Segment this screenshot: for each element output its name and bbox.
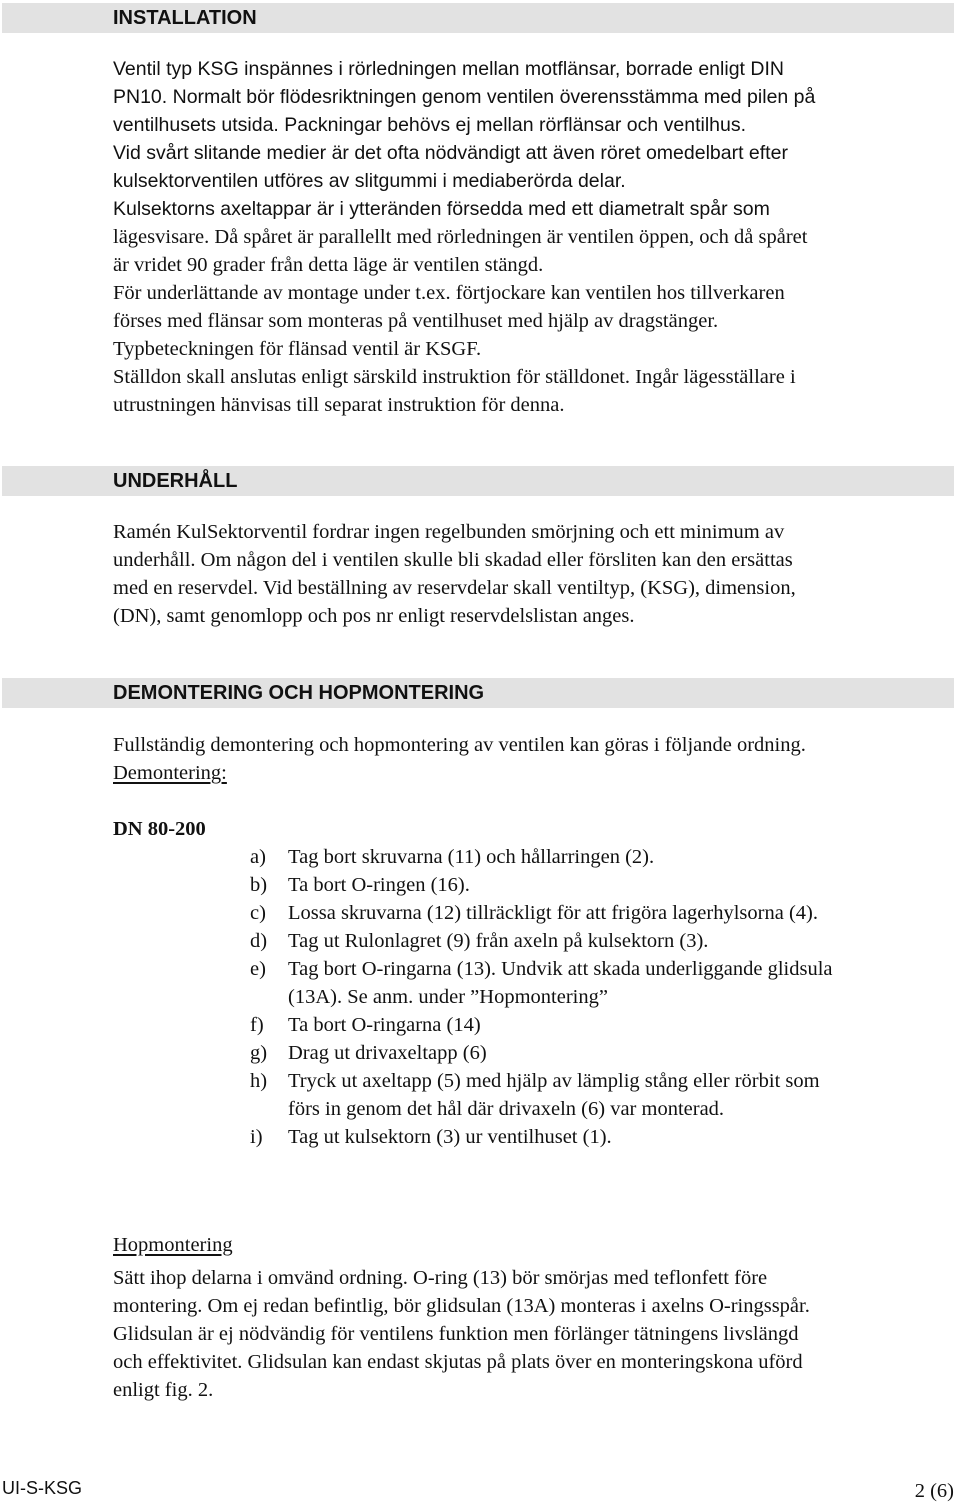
step-text: Tag ut Rulonlagret (9) från axeln på kulsektorn (3). <box>288 930 709 952</box>
text-line: ventilhusets utsida. Packningar behövs ej mellan rörflänsar och ventilhus. <box>113 114 747 136</box>
document-code: UI-S-KSG <box>2 1478 83 1498</box>
step-text-continued: (13A). Se anm. under ”Hopmontering” <box>288 986 608 1008</box>
demontering-steps <box>250 843 950 1151</box>
step-text: Tryck ut axeltapp (5) med hjälp av lämplig stång eller rörbit som <box>288 1070 820 1092</box>
text-line: underhåll. Om någon del i ventilen skulle bli skadad eller försliten kan den ersättas <box>113 549 793 571</box>
step-text: Tag ut kulsektorn (3) ur ventilhuset (1). <box>288 1126 612 1148</box>
text-line: Ställdon skall anslutas enligt särskild instruktion för ställdonet. Ingår lägesställare i <box>113 366 796 388</box>
text-line: Sätt ihop delarna i omvänd ordning. O-ring (13) bör smörjas med teflonfett före <box>113 1267 768 1289</box>
step-label: f) <box>250 1014 264 1036</box>
step-label: c) <box>250 902 266 924</box>
text-line: Glidsulan är ej nödvändig för ventilens funktion men förlänger tätningens livslängd <box>113 1323 799 1345</box>
text-line: Kulsektorns axeltappar är i ytteränden försedda med ett diametralt spår som <box>113 198 770 220</box>
text-line: Ventil typ KSG inspännes i rörledningen mellan motflänsar, borrade enligt DIN <box>113 58 784 80</box>
text-line: För underlättande av montage under t.ex. förtjockare kan ventilen hos tillverkaren <box>113 282 785 304</box>
text-line: Typbeteckningen för flänsad ventil är KSGF. <box>113 338 482 360</box>
underhall-text <box>113 518 943 630</box>
text-line: montering. Om ej redan befintlig, bör glidsulan (13A) monteras i axelns O-ringsspår. <box>113 1295 810 1317</box>
demontering-heading: DEMONTERING OCH HOPMONTERING <box>113 682 485 704</box>
text-line: (DN), samt genomlopp och pos nr enligt reservdelslistan anges. <box>113 605 635 627</box>
list-item <box>250 1011 950 1039</box>
underhall-heading: UNDERHÅLL <box>113 470 238 492</box>
hopmontering-heading: Hopmontering <box>113 1234 233 1256</box>
text-line: kulsektorventilen utföres av slitgummi i mediaberörda delar. <box>113 170 626 192</box>
text-line: lägesvisare. Då spåret är parallellt med rörledningen är ventilen öppen, och då spåret <box>113 226 808 248</box>
list-item <box>250 1039 950 1067</box>
hopmontering-text <box>113 1264 943 1404</box>
list-item <box>250 1123 950 1151</box>
step-label: e) <box>250 958 266 980</box>
step-label: g) <box>250 1042 268 1064</box>
installation-heading: INSTALLATION <box>113 7 257 29</box>
list-item <box>250 927 950 955</box>
text-line: med en reservdel. Vid beställning av reservdelar skall ventiltyp, (KSG), dimension, <box>113 577 796 599</box>
list-item <box>250 899 950 927</box>
step-text-continued: förs in genom det hål där drivaxeln (6) var monterad. <box>288 1098 725 1120</box>
text-line: förses med flänsar som monteras på ventilhuset med hjälp av dragstänger. <box>113 310 719 332</box>
step-label: h) <box>250 1070 268 1092</box>
text-line: enligt fig. 2. <box>113 1379 214 1401</box>
step-text: Tag bort skruvarna (11) och hållarringen (2). <box>288 846 655 868</box>
text-line: Ramén KulSektorventil fordrar ingen regelbunden smörjning och ett minimum av <box>113 521 785 543</box>
step-text: Tag bort O-ringarna (13). Undvik att skada underliggande glidsula <box>288 958 833 980</box>
text-line: Vid svårt slitande medier är det ofta nödvändigt att även röret omedelbart efter <box>113 142 788 164</box>
demontering-intro <box>113 731 943 759</box>
demontering-subheading: Demontering: <box>113 762 227 784</box>
list-item <box>250 871 950 899</box>
step-label: i) <box>250 1126 263 1148</box>
text-line: PN10. Normalt bör flödesriktningen genom ventilen överensstämma med pilen på <box>113 86 816 108</box>
text-line: Fullständig demontering och hopmontering av ventilen kan göras i följande ordning. <box>113 734 806 756</box>
text-line: är vridet 90 grader från detta läge är ventilen stängd. <box>113 254 544 276</box>
step-label: d) <box>250 930 268 952</box>
step-text: Lossa skruvarna (12) tillräckligt för att frigöra lagerhylsorna (4). <box>288 902 818 924</box>
list-item <box>250 1067 950 1123</box>
step-text: Ta bort O-ringarna (14) <box>288 1014 481 1036</box>
step-label: b) <box>250 874 268 896</box>
text-line: och effektivitet. Glidsulan kan endast skjutas på plats över en monteringskona uförd <box>113 1351 803 1373</box>
step-label: a) <box>250 846 266 868</box>
installation-text <box>113 55 943 419</box>
list-item <box>250 955 950 1011</box>
step-text: Ta bort O-ringen (16). <box>288 874 470 896</box>
page-number: 2 (6) <box>914 1480 954 1502</box>
list-item <box>250 843 950 871</box>
dn-range-label: DN 80-200 <box>113 818 206 840</box>
text-line: utrustningen hänvisas till separat instruktion för denna. <box>113 394 565 416</box>
step-text: Drag ut drivaxeltapp (6) <box>288 1042 487 1064</box>
